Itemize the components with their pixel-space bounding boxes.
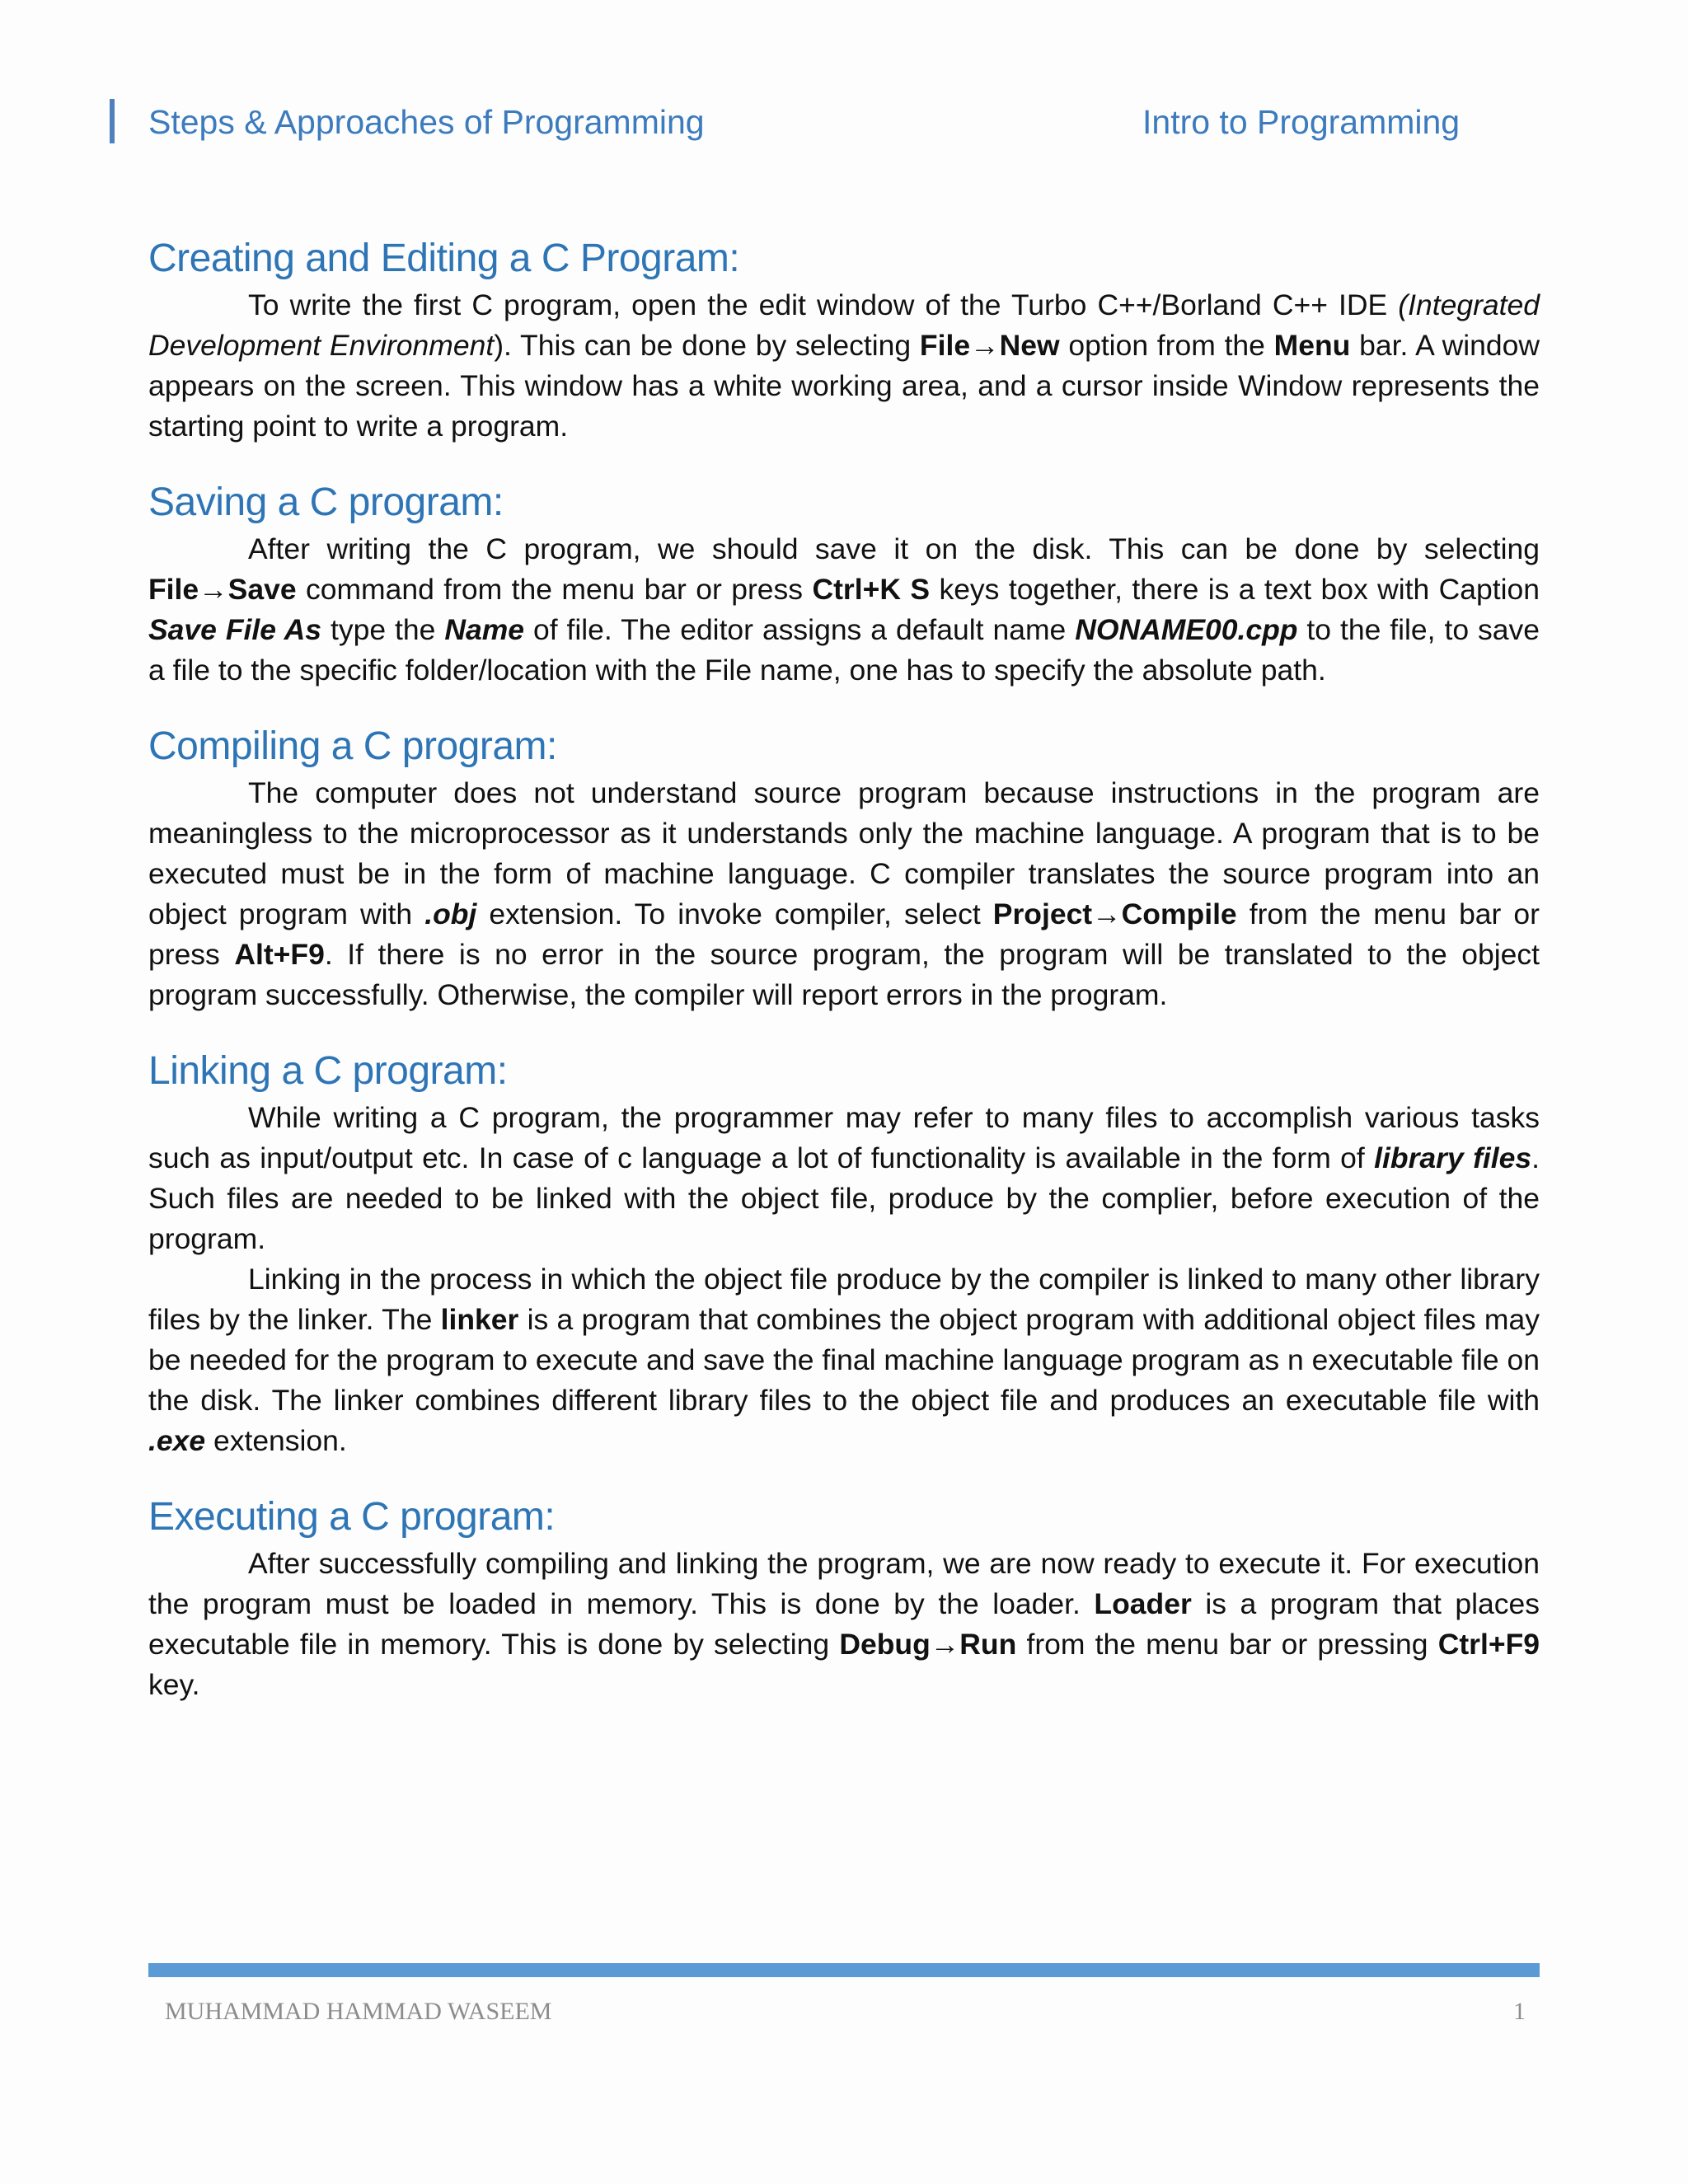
text-run: type the (321, 613, 445, 646)
emphasis-text: Alt+F9 (234, 938, 325, 971)
text-run: . If there is no error in the source program, the program will be translated to the object program successfully. Otherwise, the compiler will report errors in the program. (148, 938, 1540, 1011)
header-left-title: Steps & Approaches of Programming (148, 103, 705, 141)
text-run: After writing the C program, we should save it on the disk. This can be done by selecting (248, 532, 1540, 565)
paragraph (148, 1098, 1540, 1259)
footer-author: MUHAMMAD HAMMAD WASEEM (165, 1998, 552, 2025)
text-run: from the menu bar or pressing (1016, 1628, 1438, 1661)
emphasis-text: Ctrl+K S (812, 573, 931, 606)
text-run: The computer does not understand source program because instructions in the program are meaningless to the microprocessor as it understands only the machine language. A program that is to be executed must be in the form of machine language. C compiler translates the source program into an object program with (148, 776, 1540, 930)
section (148, 720, 1540, 1015)
section-heading: Creating and Editing a C Program: (148, 237, 740, 280)
emphasis-text: (Integrated Development Environment (148, 288, 1540, 362)
section-heading: Saving a C program: (148, 480, 504, 524)
section-heading: Linking a C program: (148, 1049, 508, 1093)
emphasis-text: library files (1374, 1141, 1532, 1174)
text-run: is a program that combines the object program with additional object files may be needed for the program to execute and save the final machine language program as n executable file on the disk. The linker combines different library files to the object file and produces an executable file with (148, 1303, 1540, 1417)
text-run: bar. A window appears on the screen. This window has a white working area, and a cursor inside Window represents the starting point to write a program. (148, 329, 1540, 443)
emphasis-text: File→New (919, 329, 1060, 362)
emphasis-text: NONAME00.cpp (1075, 613, 1298, 646)
text-run: . Such files are needed to be linked with the object file, produce by the complier, before execution of the program. (148, 1141, 1540, 1255)
text-run: ). This can be done by selecting (494, 329, 920, 362)
text-run: option from the (1059, 329, 1274, 362)
section-heading: Executing a C program: (148, 1495, 556, 1539)
emphasis-text: .obj (424, 898, 477, 930)
emphasis-text: Menu (1273, 329, 1351, 362)
emphasis-text: Save File As (148, 613, 322, 646)
text-run: To write the first C program, open the edit window of the Turbo C++/Borland C++ IDE (248, 288, 1399, 321)
header-accent-bar (110, 99, 115, 143)
emphasis-text: Name (444, 613, 525, 646)
text-run: After successfully compiling and linking the program, we are now ready to execute it. For execution the program must be loaded in memory. This is done by the loader. (148, 1547, 1540, 1620)
paragraph (148, 1259, 1540, 1461)
text-run: of file. The editor assigns a default name (524, 613, 1076, 646)
section (148, 1045, 1540, 1461)
page-number: 1 (1513, 1998, 1526, 2025)
section (148, 1491, 1540, 1705)
text-run: command from the menu bar or press (296, 573, 813, 606)
section (148, 232, 1540, 447)
paragraph (148, 285, 1540, 447)
text-run: keys together, there is a text box with Caption (930, 573, 1540, 606)
emphasis-text: Project→Compile (992, 898, 1237, 930)
emphasis-text: linker (440, 1303, 519, 1336)
header-right-title: Intro to Programming (1142, 103, 1461, 141)
document-body (148, 232, 1540, 1735)
text-run: While writing a C program, the programmer may refer to many files to accomplish various tasks such as input/output etc. In case of c language a lot of functionality is available in the form of (148, 1101, 1540, 1174)
text-run: from the menu bar or press (148, 898, 1540, 971)
text-run: to the file, to save a file to the specific folder/location with the File name, one has to specify the absolute path. (148, 613, 1540, 687)
emphasis-text: .exe (148, 1424, 206, 1457)
paragraph (148, 773, 1540, 1015)
footer-rule (148, 1963, 1540, 1977)
emphasis-text: Loader (1094, 1587, 1192, 1620)
text-run: extension. To invoke compiler, select (476, 898, 993, 930)
paragraph (148, 1544, 1540, 1705)
section-heading: Compiling a C program: (148, 724, 557, 768)
text-run: is a program that places executable file in memory. This is done by selecting (148, 1587, 1540, 1661)
paragraph (148, 529, 1540, 691)
text-run: key. (148, 1668, 200, 1701)
section (148, 476, 1540, 691)
emphasis-text: File→Save (148, 573, 297, 606)
emphasis-text: Ctrl+F9 (1437, 1628, 1540, 1661)
text-run: Linking in the process in which the object file produce by the compiler is linked to many other library files by the linker. The (148, 1263, 1540, 1336)
emphasis-text: Debug→Run (839, 1628, 1017, 1661)
text-run: extension. (205, 1424, 347, 1457)
